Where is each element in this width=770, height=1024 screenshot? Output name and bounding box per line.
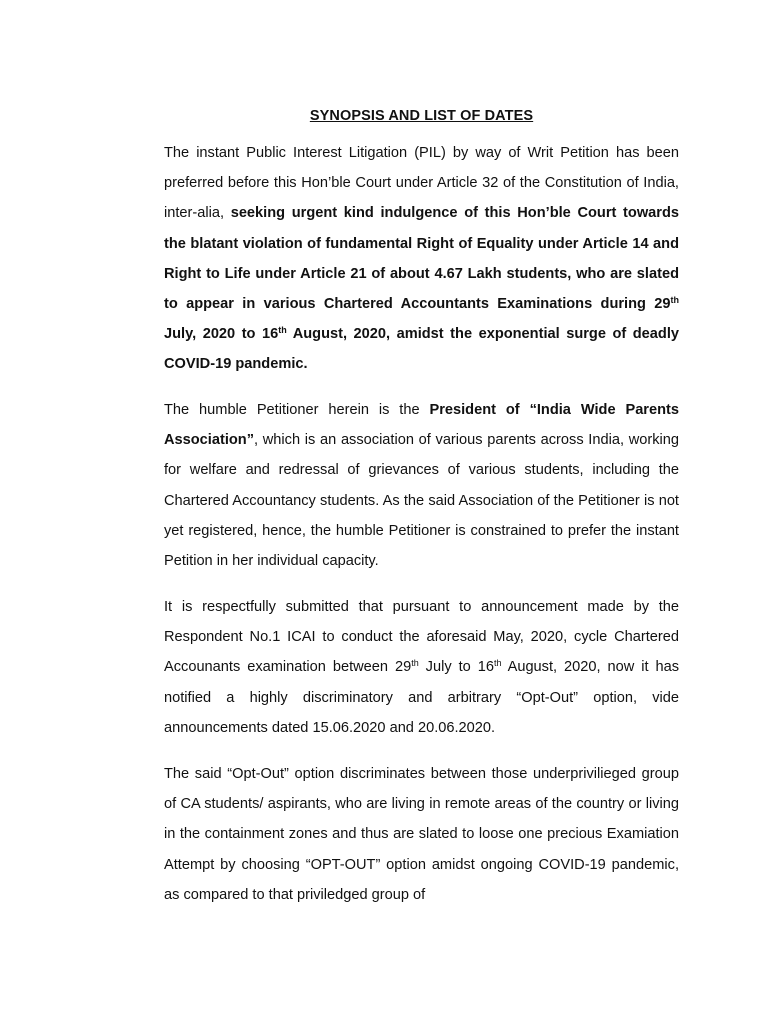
ordinal-superscript: th	[493, 658, 502, 669]
ordinal-superscript: th	[278, 325, 287, 336]
paragraph-bold-text: August, 2020, amidst the exponential surge of deadly COVID-19 pandemic.	[164, 326, 680, 373]
paragraph-discrimination	[164, 759, 679, 910]
paragraph-bold-text: seeking urgent kind indulgence of this Hon’ble Court towards the blatant violation of fundamental Right of Equality under Article 14 and Right to Life under Article 21 of about 4.67 Lakh students, who are slated to appear in various Chartered Accountants Examinations during 29	[164, 205, 679, 313]
paragraph-text: August, 2020, now it has notified a highly discriminatory and arbitrary “Opt-Out” option, vide announcements dated 15.06.2020 and 20.06.2020.	[164, 659, 679, 736]
paragraph-opt-out-announcement	[164, 592, 679, 743]
paragraph-text: It is respectfully submitted that pursuant to announcement made by the Respondent No.1 ICAI to conduct the aforesaid May, 2020, cycle Chartered Accounants examination between 29	[164, 599, 679, 676]
paragraph-bold-text: President of “India Wide Parents Association”	[164, 402, 679, 449]
document-title: SYNOPSIS AND LIST OF DATES	[309, 108, 534, 124]
ordinal-superscript: th	[670, 295, 679, 306]
paragraph-text: The humble Petitioner herein is the	[164, 402, 430, 418]
paragraph-pil-introduction	[164, 138, 679, 380]
ordinal-superscript: th	[411, 658, 419, 669]
paragraph-text: July to 16	[418, 659, 494, 676]
paragraph-text: The instant Public Interest Litigation (PIL) by way of Writ Petition has been preferred before this Hon’ble Court under Article 32 of the Constitution of India, inter-alia,	[164, 145, 679, 222]
paragraph-text: The said “Opt-Out” option discriminates between those underprivilieged group of CA students/ aspirants, who are living in remote areas of the country or living in the containment zones and thus are slated to loose one precious Examiation Attempt by choosing “OPT-OUT” option amidst ongoing COVID-19 pandemic, as compared to that priviledged group of	[164, 766, 679, 903]
paragraph-petitioner	[164, 395, 679, 576]
paragraph-text: , which is an association of various parents across India, working for welfare and redressal of grievances of various students, including the Chartered Accountancy students. As the said Association of the Petitioner is not yet registered, hence, the humble Petitioner is constrained to prefer the instant Petition in her individual capacity.	[164, 432, 679, 570]
paragraph-bold-text: July, 2020 to 16	[164, 326, 279, 343]
